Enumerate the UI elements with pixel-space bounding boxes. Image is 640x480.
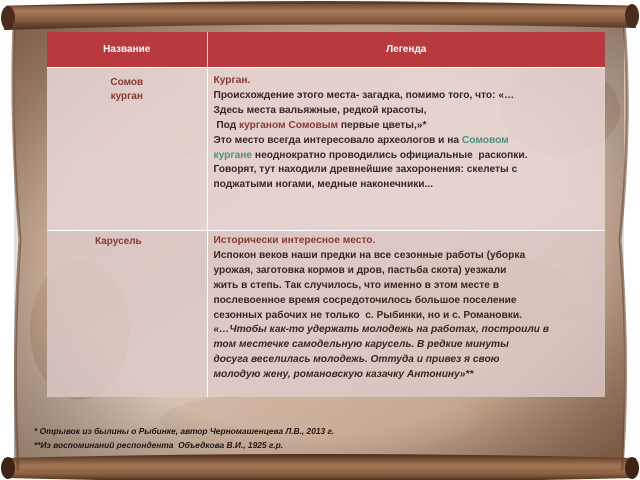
place-name-line: курган — [110, 91, 143, 102]
place-name-cell — [47, 231, 207, 398]
legend-text: Это место всегда интересовало археологов и на — [213, 134, 462, 146]
legend-line — [214, 149, 602, 164]
table-row — [47, 68, 605, 231]
legend-table — [47, 32, 605, 397]
place-name-line: Карусель — [95, 236, 142, 247]
legend-line: Испокон веков наши предки на все сезонные работы (уборка — [213, 249, 526, 261]
legend-line: Говорят, тут находили древнейшие захоронения: скелеты с — [213, 164, 518, 176]
legend-highlight: курганом Сомовым — [239, 119, 338, 131]
legend-line: послевоенное время сосредоточилось большое поселение — [213, 294, 517, 306]
table-header-row — [47, 32, 605, 68]
legend-text: Под — [213, 119, 240, 131]
legend-line: сезонных рабочих не только с. Рыбинки, но и с. Романовки. — [213, 309, 522, 321]
legend-line — [214, 134, 602, 149]
legend-text: неоднократно проводились официальные раскопки. — [252, 149, 528, 161]
legend-heading: Исторически интересное место. — [213, 235, 376, 246]
legend-text-cell — [207, 231, 605, 398]
legend-quote-line: досуга веселилась молодежь. Оттуда и привез я свою — [213, 354, 500, 366]
legend-quote-line: том местечке самодельную карусель. В редкие минуты — [213, 339, 509, 351]
footnotes — [34, 424, 334, 452]
legend-heading: Курган. — [213, 75, 251, 86]
legend-line — [214, 119, 602, 134]
footnote: * Отрывок из былины о Рыбинке, автор Черномашенцева Л.В., 2013 г. — [34, 426, 335, 436]
legend-quote-line: «…Чтобы как-то удержать молодежь на работах, построили в — [213, 324, 549, 336]
legend-line: поджатыми ногами, медные наконечники... — [213, 179, 434, 191]
legend-line: Здесь места вальяжные, редкой красоты, — [213, 104, 427, 116]
legend-line: жить в степь. Так случилось, что именно в этом месте в — [213, 279, 500, 291]
place-name-cell — [47, 68, 207, 231]
place-name-line: Сомов — [110, 77, 144, 88]
column-header-name: Название — [47, 32, 207, 68]
column-header-legend: Легенда — [207, 32, 605, 68]
footnote: **Из воспоминаний респондента Объедкова В.И., 1925 г.р. — [34, 440, 284, 450]
legend-highlight: кургане — [213, 149, 253, 161]
legend-text: первые цветы,»* — [338, 119, 427, 131]
legend-text-cell — [207, 68, 605, 231]
legend-line: урожая, заготовка кормов и дров, пастьба скота) уезжали — [213, 264, 507, 276]
legend-highlight: Сомовом — [461, 134, 509, 146]
legend-line: Происхождение этого места- загадка, помимо того, что: «… — [213, 89, 515, 101]
table-row — [47, 231, 605, 398]
legend-quote-line: молодую жену, романовскую казачку Антонину»** — [213, 369, 474, 381]
